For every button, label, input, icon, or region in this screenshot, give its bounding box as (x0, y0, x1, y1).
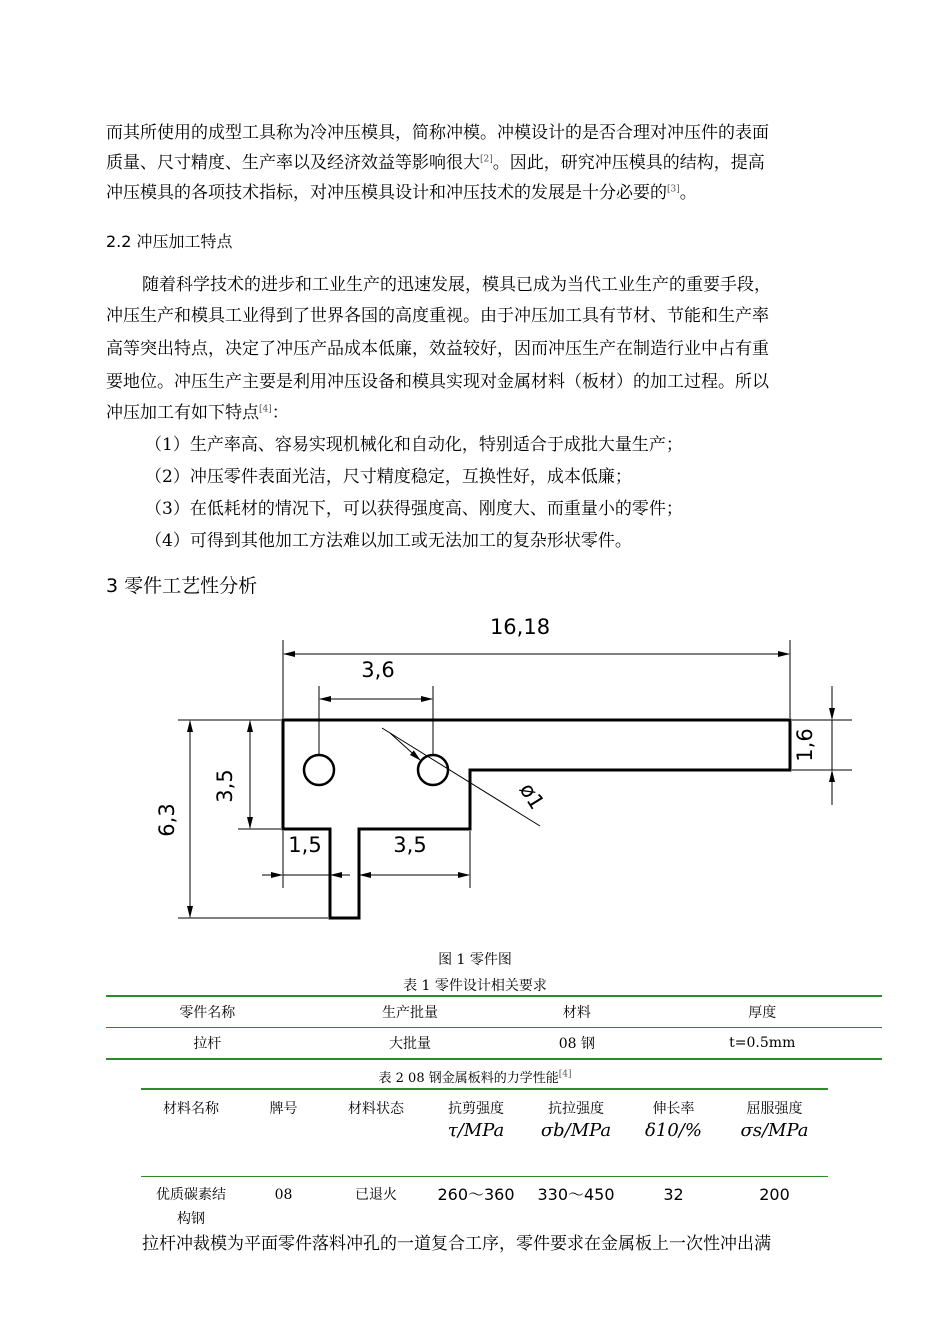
table-cell: t=0.5mm (729, 1035, 796, 1051)
table-row (106, 1028, 882, 1060)
table1-caption: 表 1 零件设计相关要求 (403, 978, 547, 994)
para1-line1: 而其所使用的成型工具称为冷冲压模具，简称冲模。冲模设计的是否合理对冲压件的表面 (106, 123, 769, 143)
dim-body-height: 3,5 (213, 769, 237, 803)
para2-line3: 高等突出特点，决定了冲压产品成本低廉，效益较好，因而冲压生产在制造行业中占有重 (106, 339, 769, 359)
table-header-cell: 抗拉强度 σb/MPa (526, 1089, 626, 1177)
dim-hole-diameter: ø1 (514, 778, 550, 814)
table-cell: 200 (759, 1185, 790, 1204)
table-cell: 大批量 (388, 1036, 431, 1052)
dim-step-width: 3,5 (393, 833, 427, 857)
dim-arm-height: 1,6 (793, 728, 817, 762)
table-header-cell: 材料状态 (326, 1089, 426, 1177)
table-header-cell: 厚度 (643, 996, 882, 1028)
table-header-cell: 伸长率 δ10/% (626, 1089, 721, 1177)
section-heading-3: 3 零件工艺性分析 (106, 575, 258, 597)
list-item: （1）生产率高、容易实现机械化和自动化，特别适合于成批大量生产； (145, 435, 683, 455)
figure-caption: 图 1 零件图 (438, 952, 512, 968)
para1-line2: 质量、尺寸精度、生产率以及经济效益等影响很大[2]。因此，研究冲压模具的结构，提高 (106, 153, 765, 173)
unit-symbol: σb/MPa (540, 1120, 612, 1141)
table-header-cell: 零件名称 (106, 996, 309, 1028)
dim-tab-width: 1,5 (288, 833, 322, 857)
table-header-row (106, 996, 882, 1028)
table-header-cell: 材料名称 (141, 1089, 241, 1177)
table-cell: 32 (663, 1185, 684, 1204)
dim-total-length: 16,18 (489, 615, 551, 639)
para1-line3: 冲压模具的各项技术指标，对冲压模具设计和冲压技术的发展是十分必要的[3]。 (106, 183, 697, 203)
citation-2: [2] (480, 154, 493, 165)
hole-left (304, 755, 334, 785)
table-header-cell: 生产批量 (309, 996, 512, 1028)
table2-caption: 表 2 08 钢金属板料的力学性能[4] (378, 1069, 572, 1086)
table-cell: 08 (274, 1187, 293, 1203)
list-item: （2）冲压零件表面光洁，尺寸精度稳定，互换性好，成本低廉； (145, 467, 632, 487)
unit-symbol: τ/MPa (447, 1120, 505, 1141)
table-cell: 拉杆 (193, 1036, 222, 1052)
citation-3: [3] (667, 184, 680, 195)
list-item: （3）在低耗材的情况下，可以获得强度高、刚度大、而重量小的零件； (145, 499, 683, 519)
part-drawing (0, 600, 950, 940)
table-1 (106, 995, 882, 1060)
table-header-cell: 牌号 (241, 1089, 326, 1177)
table-cell: 优质碳素结构钢 (156, 1187, 226, 1227)
unit-symbol: δ10/% (645, 1120, 702, 1141)
citation-4: [4] (558, 1069, 572, 1080)
dim-total-height: 6,3 (155, 803, 179, 837)
list-item: （4）可得到其他加工方法难以加工或无法加工的复杂形状零件。 (145, 531, 632, 551)
table-cell: 08 钢 (558, 1036, 596, 1052)
section-heading-2-2: 2.2 冲压加工特点 (106, 232, 233, 251)
table-cell: 260～360 (437, 1185, 515, 1204)
para3-line1: 拉杆冲裁模为平面零件落料冲孔的一道复合工序，零件要求在金属板上一次性冲出满 (142, 1234, 771, 1254)
table-header-cell: 屈服强度 σs/MPa (721, 1089, 828, 1177)
table-cell: 330～450 (537, 1185, 615, 1204)
dim-hole-spacing: 3,6 (361, 658, 395, 682)
para2-line2: 冲压生产和模具工业得到了世界各国的高度重视。由于冲压加工具有节材、节能和生产率 (106, 306, 769, 326)
part-outline (283, 720, 790, 918)
para2-line4: 要地位。冲压生产主要是利用冲压设备和模具实现对金属材料（板材）的加工过程。所以 (106, 372, 769, 392)
leader-hole-diameter (382, 728, 540, 826)
para2-line1: 随着科学技术的进步和工业生产的迅速发展，模具已成为当代工业生产的重要手段， (142, 275, 771, 295)
table-cell: 已退火 (355, 1187, 397, 1203)
citation-4: [4] (259, 404, 272, 415)
table-header-cell: 材料 (511, 996, 642, 1028)
table-2 (141, 1088, 828, 1239)
unit-symbol: σs/MPa (740, 1120, 809, 1141)
table-header-cell: 抗剪强度 τ/MPa (426, 1089, 526, 1177)
para2-line5: 冲压加工有如下特点[4]： (106, 403, 289, 423)
table-header-row (141, 1089, 828, 1177)
